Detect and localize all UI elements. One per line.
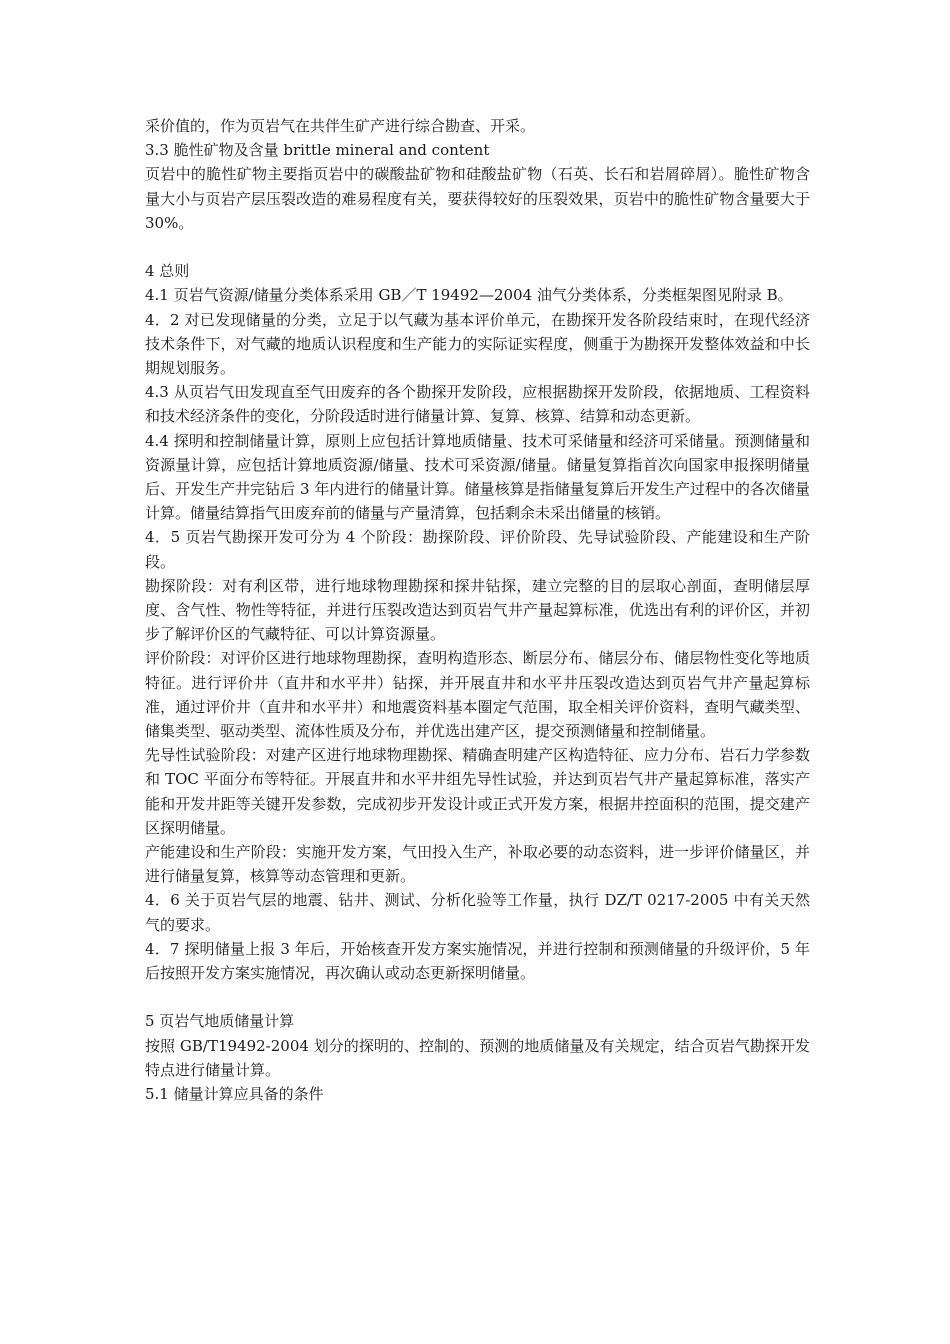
paragraph-section-5-intro: 按照 GB/T19492-2004 划分的探明的、控制的、预测的地质储量及有关规定，结合页岩气勘探开发特点进行储量计算。: [145, 1036, 810, 1079]
section-heading-5: 5 页岩气地质储量计算: [145, 1012, 295, 1031]
clause-4-5: 4．5 页岩气勘探开发可分为 4 个阶段：勘探阶段、评价阶段、先导试验阶段、产能建设和生产阶段。: [145, 528, 810, 571]
blank-line: [145, 235, 810, 259]
clause-4-6: 4．6 关于页岩气层的地震、钻井、测试、分析化验等工作量，执行 DZ/T 0217-2005 中有关天然气的要求。: [145, 891, 810, 934]
clause-4-7: 4．7 探明储量上报 3 年后，开始核查开发方案实施情况，并进行控制和预测储量的升级评价，5 年后按照开发方案实施情况，再次确认或动态更新探明储量。: [145, 939, 810, 983]
clause-4-1: 4.1 页岩气资源/储量分类体系采用 GB／T 19492—2004 油气分类体系，分类框架图见附录 B。: [145, 286, 793, 305]
clause-4-3: 4.3 从页岩气田发现直至气田废弃的各个勘探开发阶段，应根据勘探开发阶段，依据地质、工程资料和技术经济条件的变化，分阶段适时进行储量计算、复算、核算、结算和动态更新。: [145, 383, 810, 426]
stage-production: 产能建设和生产阶段：实施开发方案，气田投入生产，补取必要的动态资料，进一步评价储量区，并进行储量复算，核算等动态管理和更新。: [145, 843, 810, 886]
clause-5-1: 5.1 储量计算应具备的条件: [145, 1085, 324, 1104]
clause-4-2: 4．2 对已发现储量的分类，立足于以气藏为基本评价单元，在勘探开发各阶段结束时，在现代经济技术条件下，对气藏的地质认识程度和生产能力的实际证实程度，侧重于为勘探开发整体效益和中长期规划服务。: [145, 310, 810, 378]
clause-4-4: 4.4 探明和控制储量计算，原则上应包括计算地质储量、技术可采储量和经济可采储量。预测储量和资源量计算，应包括计算地质资源/储量、技术可采资源/储量。储量复算指首次向国家申报探明储量后、开发生产井完钻后 3 年内进行的储量计算。储量核算是指储量复算后开发生产过程中的各次储量计算。储量结算指气田废弃前的储量与产量清算，包括剩余未采出储量的核销。: [145, 431, 810, 523]
section-heading-3-3: 3.3 脆性矿物及含量 brittle mineral and content: [145, 141, 490, 160]
document-body: [145, 114, 810, 1106]
stage-pilot-test: 先导性试验阶段：对建产区进行地球物理勘探、精确查明建产区构造特征、应力分布、岩石力学参数和 TOC 平面分布等特征。开展直井和水平井组先导性试验，并达到页岩气井产量起算标准，落实产能和开发井距等关键开发参数，完成初步开发设计或正式开发方案，根据井控面积的范围，提交建产区探明储量。: [145, 746, 810, 837]
section-heading-4: 4 总则: [145, 262, 190, 281]
stage-evaluation: 评价阶段：对评价区进行地球物理勘探，查明构造形态、断层分布、储层分布、储层物性变化等地质特征。进行评价井（直井和水平井）钻探，并开展直井和水平井压裂改造达到页岩气井产量起算标准，通过评价井（直井和水平井）和地震资料基本圈定气范围，取全相关评价资料，查明气藏类型、储集类型、驱动类型、流体性质及分布，并优选出建产区，提交预测储量和控制储量。: [145, 649, 810, 741]
blank-line: [145, 985, 810, 1009]
paragraph-continuation: 采价值的，作为页岩气在共伴生矿产进行综合勘查、开采。: [145, 117, 536, 135]
paragraph-brittle-mineral: 页岩中的脆性矿物主要指页岩中的碳酸盐矿物和硅酸盐矿物（石英、长石和岩屑碎屑）。脆性矿物含量大小与页岩产层压裂改造的难易程度有关，要获得较好的压裂效果，页岩中的脆性矿物含量要大于 30%。: [145, 165, 810, 232]
stage-exploration: 勘探阶段：对有利区带，进行地球物理勘探和探井钻探，建立完整的目的层取心剖面，查明储层厚度、含气性、物性等特征，并进行压裂改造达到页岩气井产量起算标准，优选出有利的评价区，并初步了解评价区的气藏特征、可以计算资源量。: [145, 576, 810, 644]
